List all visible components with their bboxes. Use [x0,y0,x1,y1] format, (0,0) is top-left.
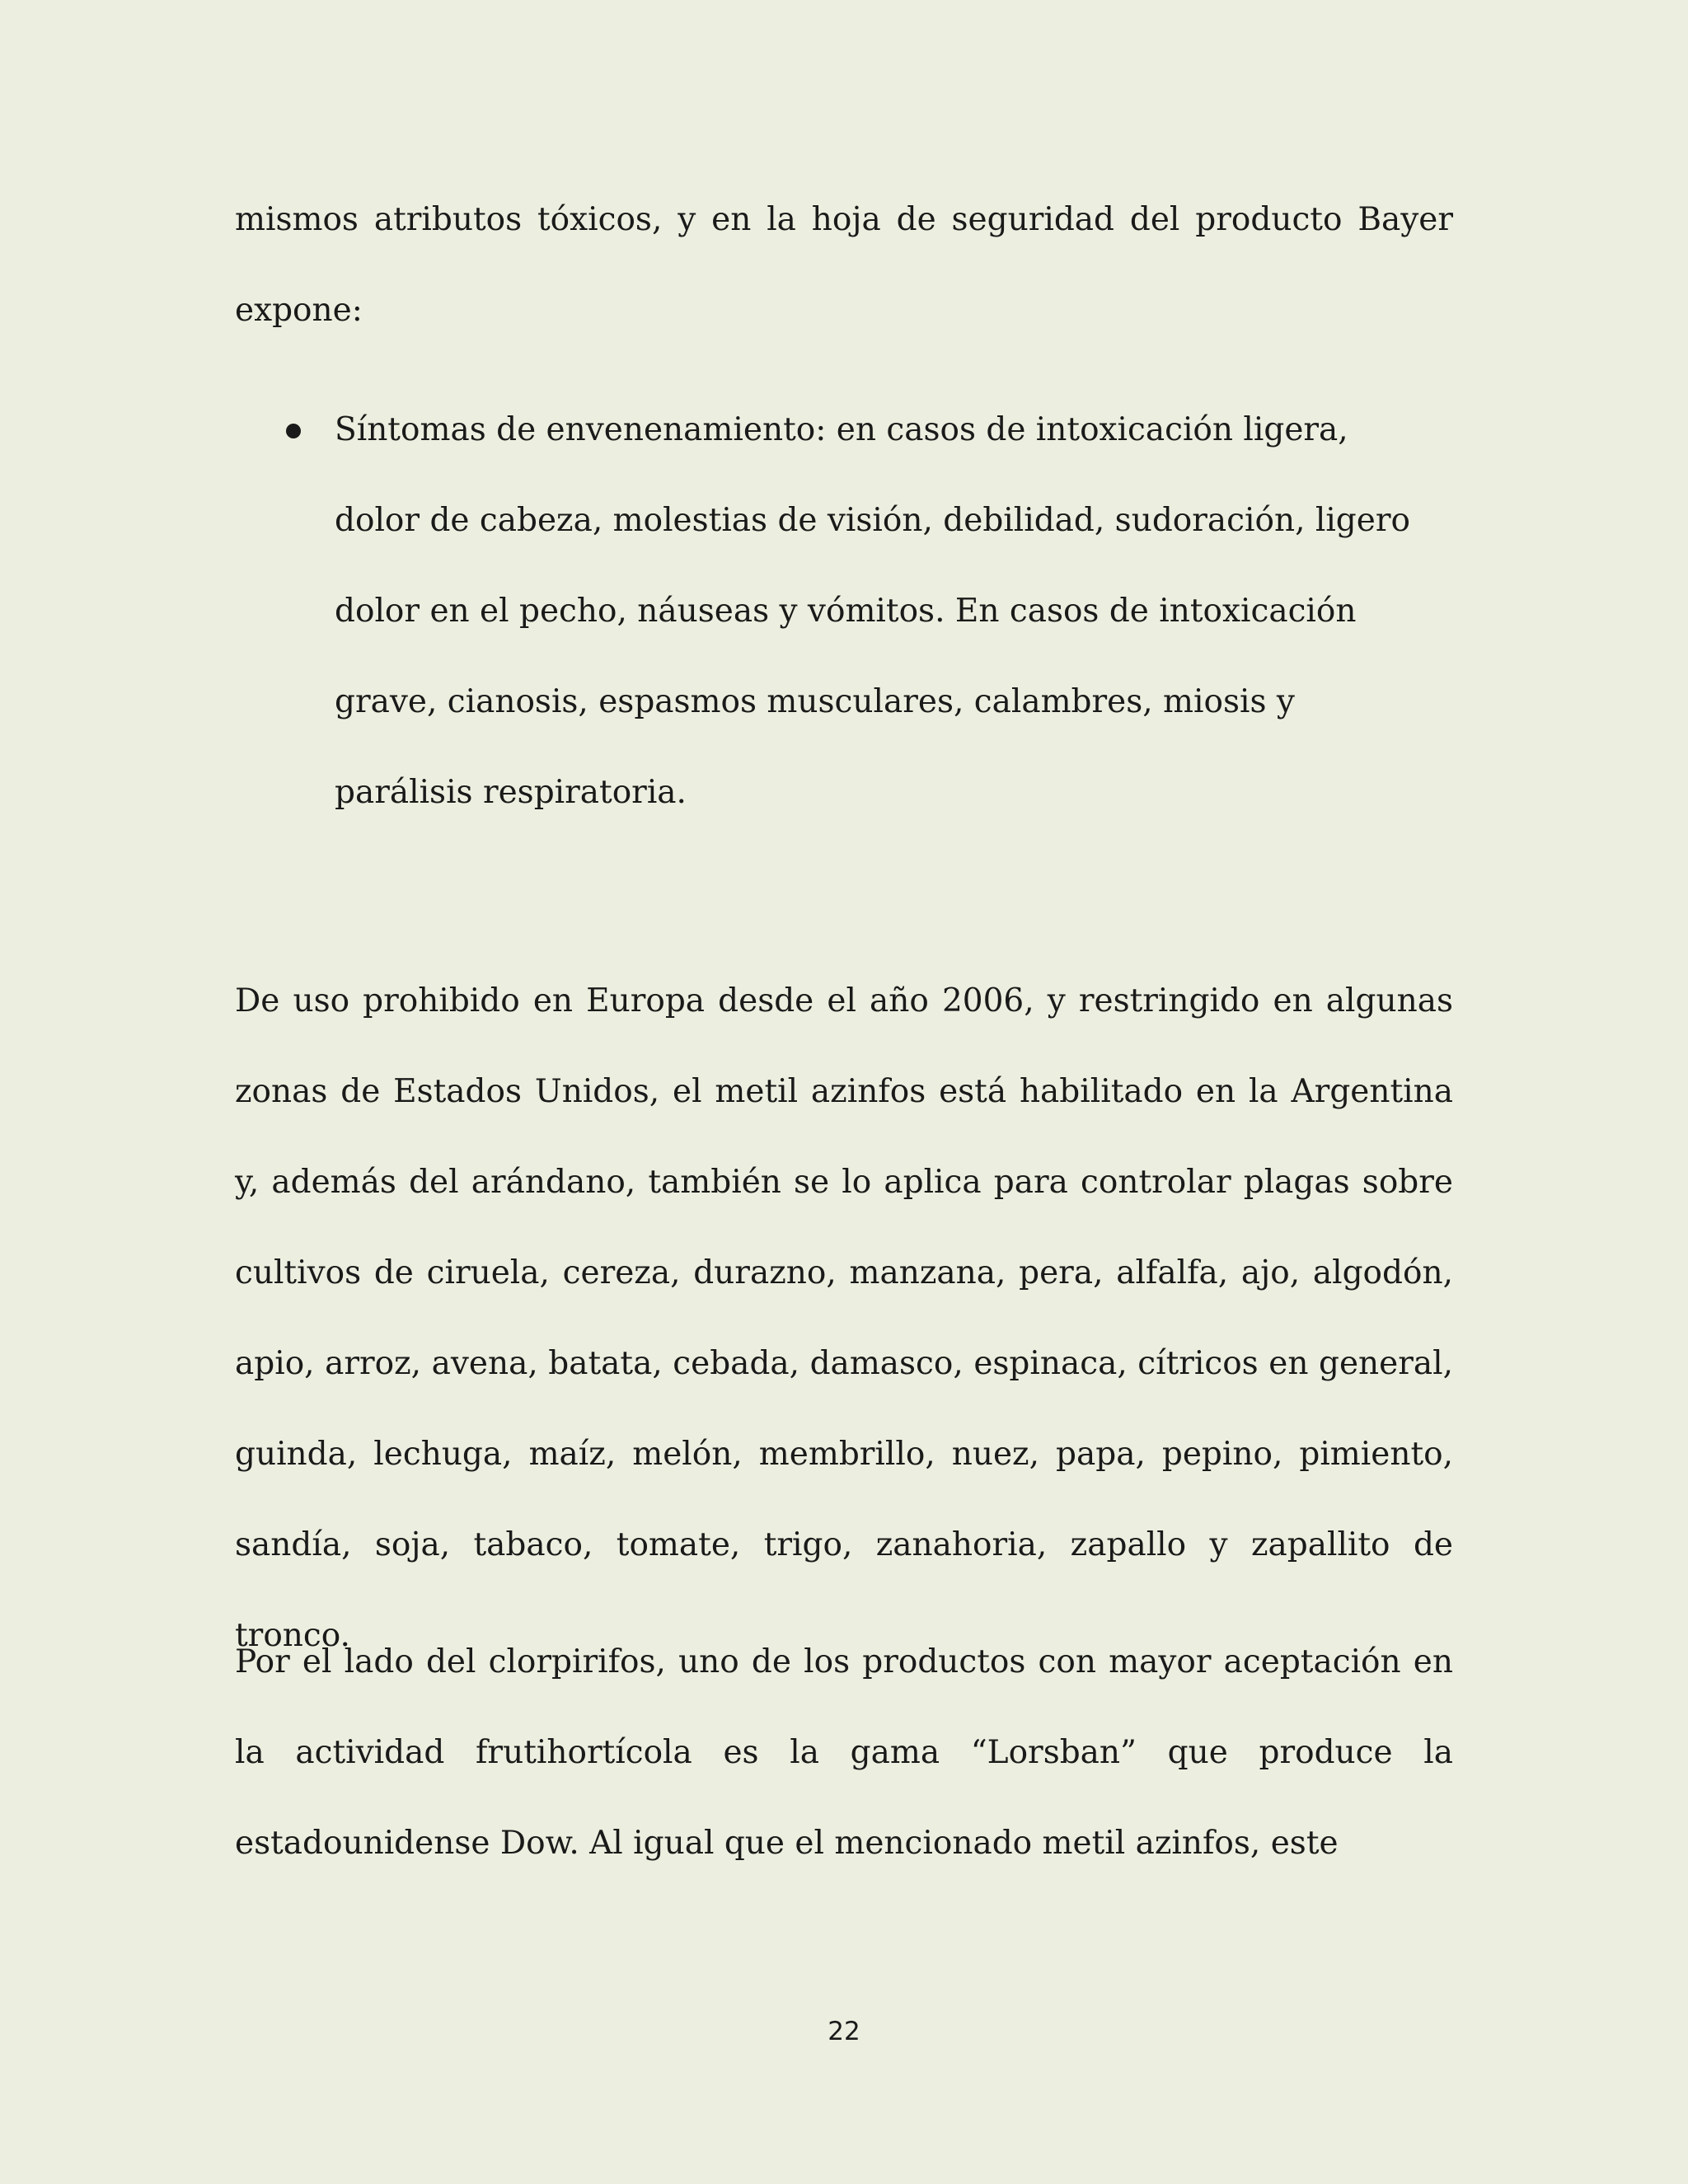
paragraph: mismos atributos tóxicos, y en la hoja de seguridad del producto Bayer expone: [235,201,1453,329]
bullet-list [235,385,1453,838]
paragraph: De uso prohibido en Europa desde el año 2006, y restringido en algunas zonas de Estados Unidos, el metil azinfos está habilitado en la Argentina y, además del arándano, también se lo aplica para controlar plagas sobre cultivos de ciruela, cereza, durazno, manzana, pera, alfalfa, ajo, algodón, apio, arroz, avena, batata, cebada, damasco, espinaca, cítricos en general, guinda, lechuga, maíz, melón, membrillo, nuez, papa, pepino, pimiento, sandía, soja, tabaco, tomate, trigo, zanahoria, zapallo y zapallito de tronco. [235,982,1453,1654]
paragraph: Por el lado del clorpirifos, uno de los productos con mayor aceptación en la actividad frutihortícola es la gama “Lorsban” que produce la estadounidense Dow. Al igual que el mencionado metil azinfos, este [235,1643,1453,1862]
bullet-text: Síntomas de envenenamiento: en casos de intoxicación ligera, dolor de cabeza, molestias de visión, debilidad, sudoración, ligero dolor en el pecho, náuseas y vómitos. En casos de intoxicación grave, cianosis, espasmos musculares, calambres, miosis y parálisis respiratoria. [335,411,1410,811]
bullet-dot-icon [286,424,301,438]
bullet-item [235,385,1439,838]
page-number: 22 [828,2017,860,2046]
